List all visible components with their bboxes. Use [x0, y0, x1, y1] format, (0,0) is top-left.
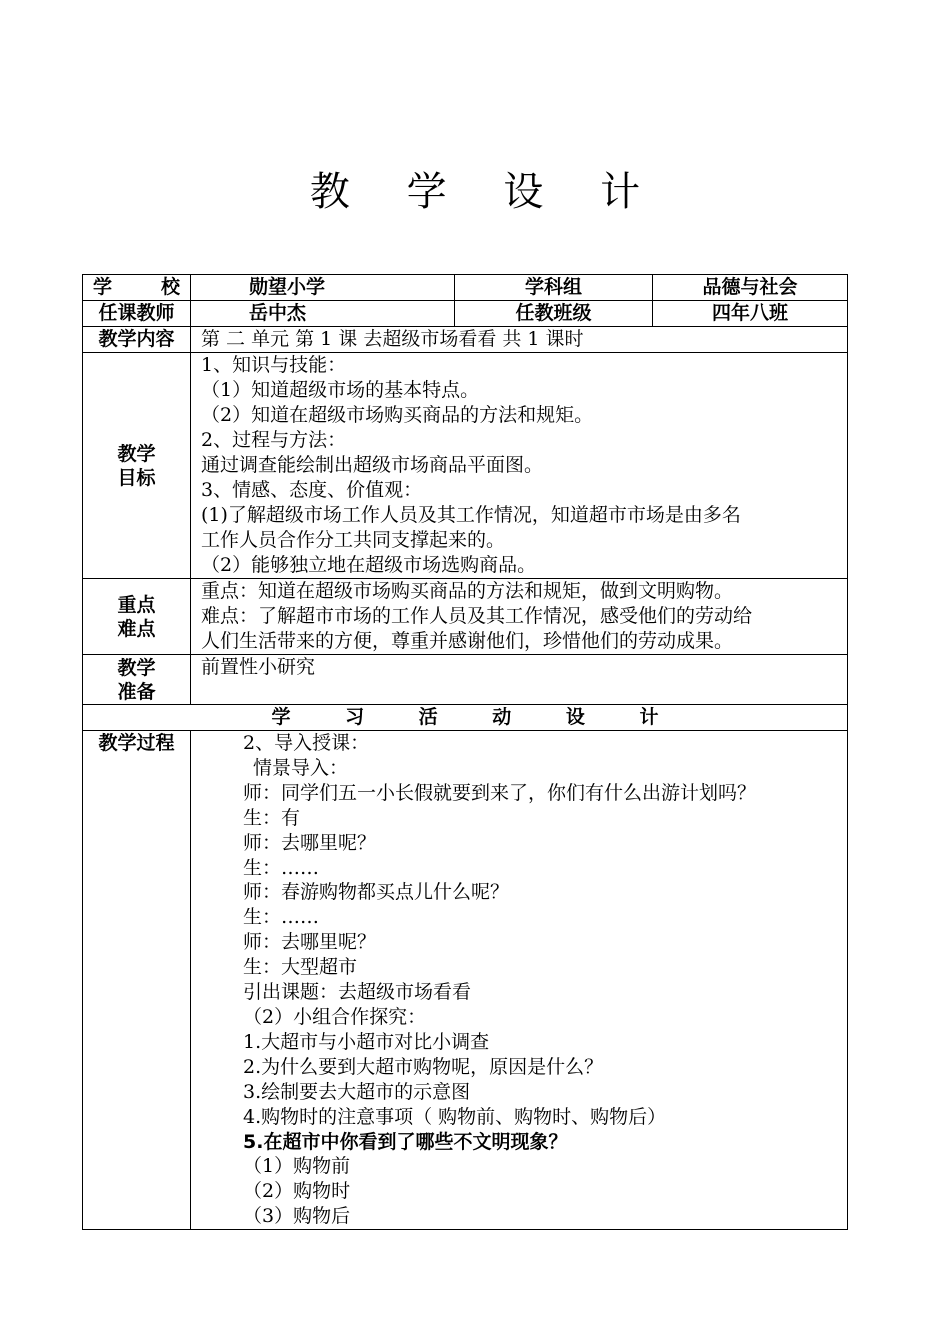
objective-line: （2）能够独立地在超级市场选购商品。: [201, 554, 537, 576]
process-line: 师：春游购物都买点儿什么呢？: [243, 881, 510, 904]
objectives-label-line1: 教学: [117, 442, 156, 465]
section-title-row: [83, 705, 848, 731]
section-title: 学 习 活 动 设 计: [83, 705, 848, 731]
class-label: 任教班级: [455, 301, 653, 327]
key-points-label: [83, 579, 191, 655]
objectives-label-line2: 目标: [117, 466, 156, 489]
objective-line: 3、情感、态度、价值观：: [201, 479, 423, 501]
preparation-label-line2: 准备: [117, 680, 156, 703]
process-line: （3）购物后: [243, 1205, 351, 1228]
content-label: 教学内容: [83, 327, 191, 353]
process-label: 教学过程: [83, 731, 191, 1230]
key-points-row: [83, 579, 848, 655]
process-row: [83, 731, 848, 1230]
group-value: 品德与社会: [653, 275, 848, 301]
lesson-plan-table: [82, 274, 848, 1230]
key-point-line: 重点：知道在超级市场购买商品的方法和规矩，做到文明购物。: [201, 580, 734, 602]
preparation-row: [83, 655, 848, 705]
process-line-bold: 5.在超市中你看到了哪些不文明现象？: [243, 1130, 568, 1153]
process-line: 生：……: [243, 906, 320, 929]
objective-line: （2）知道在超级市场购买商品的方法和规矩。: [201, 404, 594, 426]
process-line: 4.购物时的注意事项（ 购物前、购物时、购物后）: [243, 1105, 667, 1128]
preparation-value: 前置性小研究: [191, 655, 848, 705]
objectives-row: [83, 353, 848, 579]
objectives-label: [83, 353, 191, 579]
process-line: 3.绘制要去大超市的示意图: [243, 1080, 471, 1103]
process-line: 2.为什么要到大超市购物呢，原因是什么？: [243, 1055, 604, 1078]
class-value: 四年八班: [653, 301, 848, 327]
teacher-row: [83, 301, 848, 327]
key-points-label-line1: 重点: [117, 593, 156, 616]
process-line: 师：去哪里呢？: [243, 931, 377, 954]
process-line: 师：去哪里呢？: [243, 831, 377, 854]
teacher-label: 任课教师: [83, 301, 191, 327]
school-label-cell: [83, 275, 191, 301]
objective-line: 工作人员合作分工共同支撑起来的。: [201, 529, 506, 551]
content-row: [83, 327, 848, 353]
school-value: 勋望小学: [191, 275, 455, 301]
process-line: 生：……: [243, 856, 320, 879]
process-line: 生：大型超市: [243, 956, 358, 979]
content-value: 第 二 单元 第 1 课 去超级市场看看 共 1 课时: [191, 327, 848, 353]
process-line: 生：有: [243, 806, 301, 829]
process-line: 引出课题：去超级市场看看: [243, 981, 472, 1004]
process-line: （2）小组合作探究：: [243, 1005, 427, 1028]
key-point-line: 难点：了解超市市场的工作人员及其工作情况，感受他们的劳动给: [201, 605, 753, 627]
process-line: 1.大超市与小超市对比小调查: [243, 1030, 490, 1053]
process-line: 师：同学们五一小长假就要到来了，你们有什么出游计划吗？: [243, 781, 757, 804]
objective-line: 1、知识与技能：: [201, 354, 347, 376]
process-body: [191, 731, 848, 1230]
process-line: （2）购物时: [243, 1180, 351, 1203]
objectives-body: [191, 353, 848, 579]
preparation-label-line1: 教学: [117, 656, 156, 679]
objective-line: (1)了解超级市场工作人员及其工作情况，知道超市市场是由多名: [201, 504, 741, 526]
school-row: [83, 275, 848, 301]
key-points-label-line2: 难点: [117, 617, 156, 640]
key-point-line: 人们生活带来的方便，尊重并感谢他们，珍惜他们的劳动成果。: [201, 630, 734, 652]
objective-line: （1）知道超级市场的基本特点。: [201, 379, 480, 401]
group-label: 学科组: [455, 275, 653, 301]
teacher-value: 岳中杰: [191, 301, 455, 327]
process-line: （1）购物前: [243, 1155, 351, 1178]
document-title: 教 学 设 计: [309, 169, 663, 215]
objective-line: 通过调查能绘制出超级市场商品平面图。: [201, 454, 544, 476]
process-line: 2、导入授课：: [243, 732, 370, 754]
process-line: 情景导入：: [253, 756, 349, 779]
preparation-label: [83, 655, 191, 705]
objective-line: 2、过程与方法：: [201, 429, 347, 451]
key-points-body: [191, 579, 848, 655]
school-label: 学 校: [93, 276, 180, 299]
